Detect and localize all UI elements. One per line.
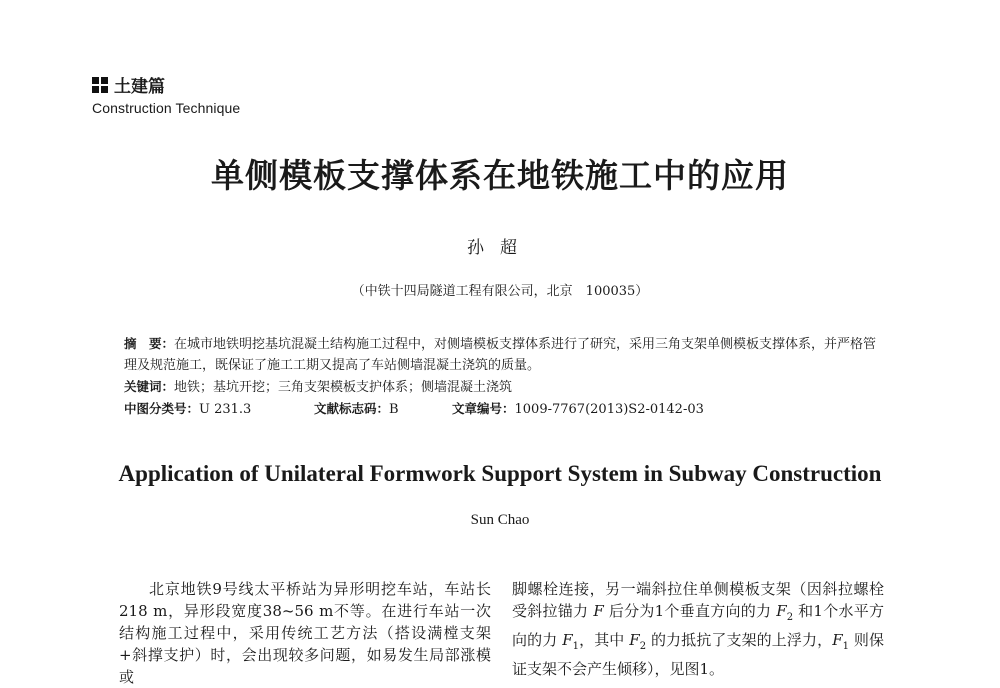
abstract (124, 333, 884, 376)
article-number (452, 398, 704, 420)
body-right-column: 脚螺栓连接，另一端斜拉住单侧模板支架（因斜拉螺栓受斜拉锚力 F 后分为1个垂直方向的力 $F_2$ 和1个水平方向的力 $F_1$，其中 $F_2$ 的力抵抗了支架的上浮力，$F_1$ 则保证支架不会产生倾移），见图1。 (512, 580, 884, 678)
abstract-label: 摘 要： (124, 336, 175, 351)
paper-author: 孙超 (467, 238, 533, 258)
clc-value: U 231.3 (199, 402, 252, 417)
clc-label: 中图分类号： (124, 401, 200, 416)
doc-code (314, 398, 452, 420)
body-left-column: 北京地铁9号线太平桥站为异形明挖车站，车站长218 m，异形段宽度38~56 m不等。在进行车站一次结构施工过程中，采用传统工艺方法（搭设满樘支架+斜撑支护）时，会出现较多问题，如易发生局部涨模或 (119, 580, 491, 686)
article-number-label: 文章编号： (452, 401, 515, 416)
doc-code-label: 文献标志码： (314, 401, 390, 416)
paper-affiliation: （中铁十四局隧道工程有限公司，北京 100035） (351, 284, 649, 299)
clc (124, 398, 314, 420)
section-label-en: Construction Technique (92, 100, 241, 116)
classification-row (124, 398, 884, 420)
paper-author-en: Sun Chao (470, 512, 530, 528)
keywords-text: 地铁；基坑开挖；三角支架模板支护体系；侧墙混凝土浇筑 (174, 380, 513, 395)
section-header (92, 72, 240, 116)
article-number-value: 1009-7767(2013)S2-0142-03 (514, 402, 704, 417)
paper-title-en: Application of Unilateral Formwork Support System in Subway Construction (118, 461, 882, 486)
paper-title: 单侧模板支撑体系在地铁施工中的应用 (211, 156, 789, 195)
section-label-cn: 土建篇 (114, 77, 165, 97)
doc-code-value: B (389, 402, 399, 417)
abstract-block (124, 333, 884, 420)
keywords (124, 376, 884, 398)
abstract-text: 在城市地铁明挖基坑混凝土结构施工过程中，对侧墙模板支撑体系进行了研究，采用三角支架单侧模板支撑体系，并严格管理及规范施工，既保证了施工工期又提高了车站侧墙混凝土浇筑的质量。 (124, 337, 877, 373)
section-square-icon (92, 77, 108, 93)
keywords-label: 关键词： (124, 379, 175, 394)
